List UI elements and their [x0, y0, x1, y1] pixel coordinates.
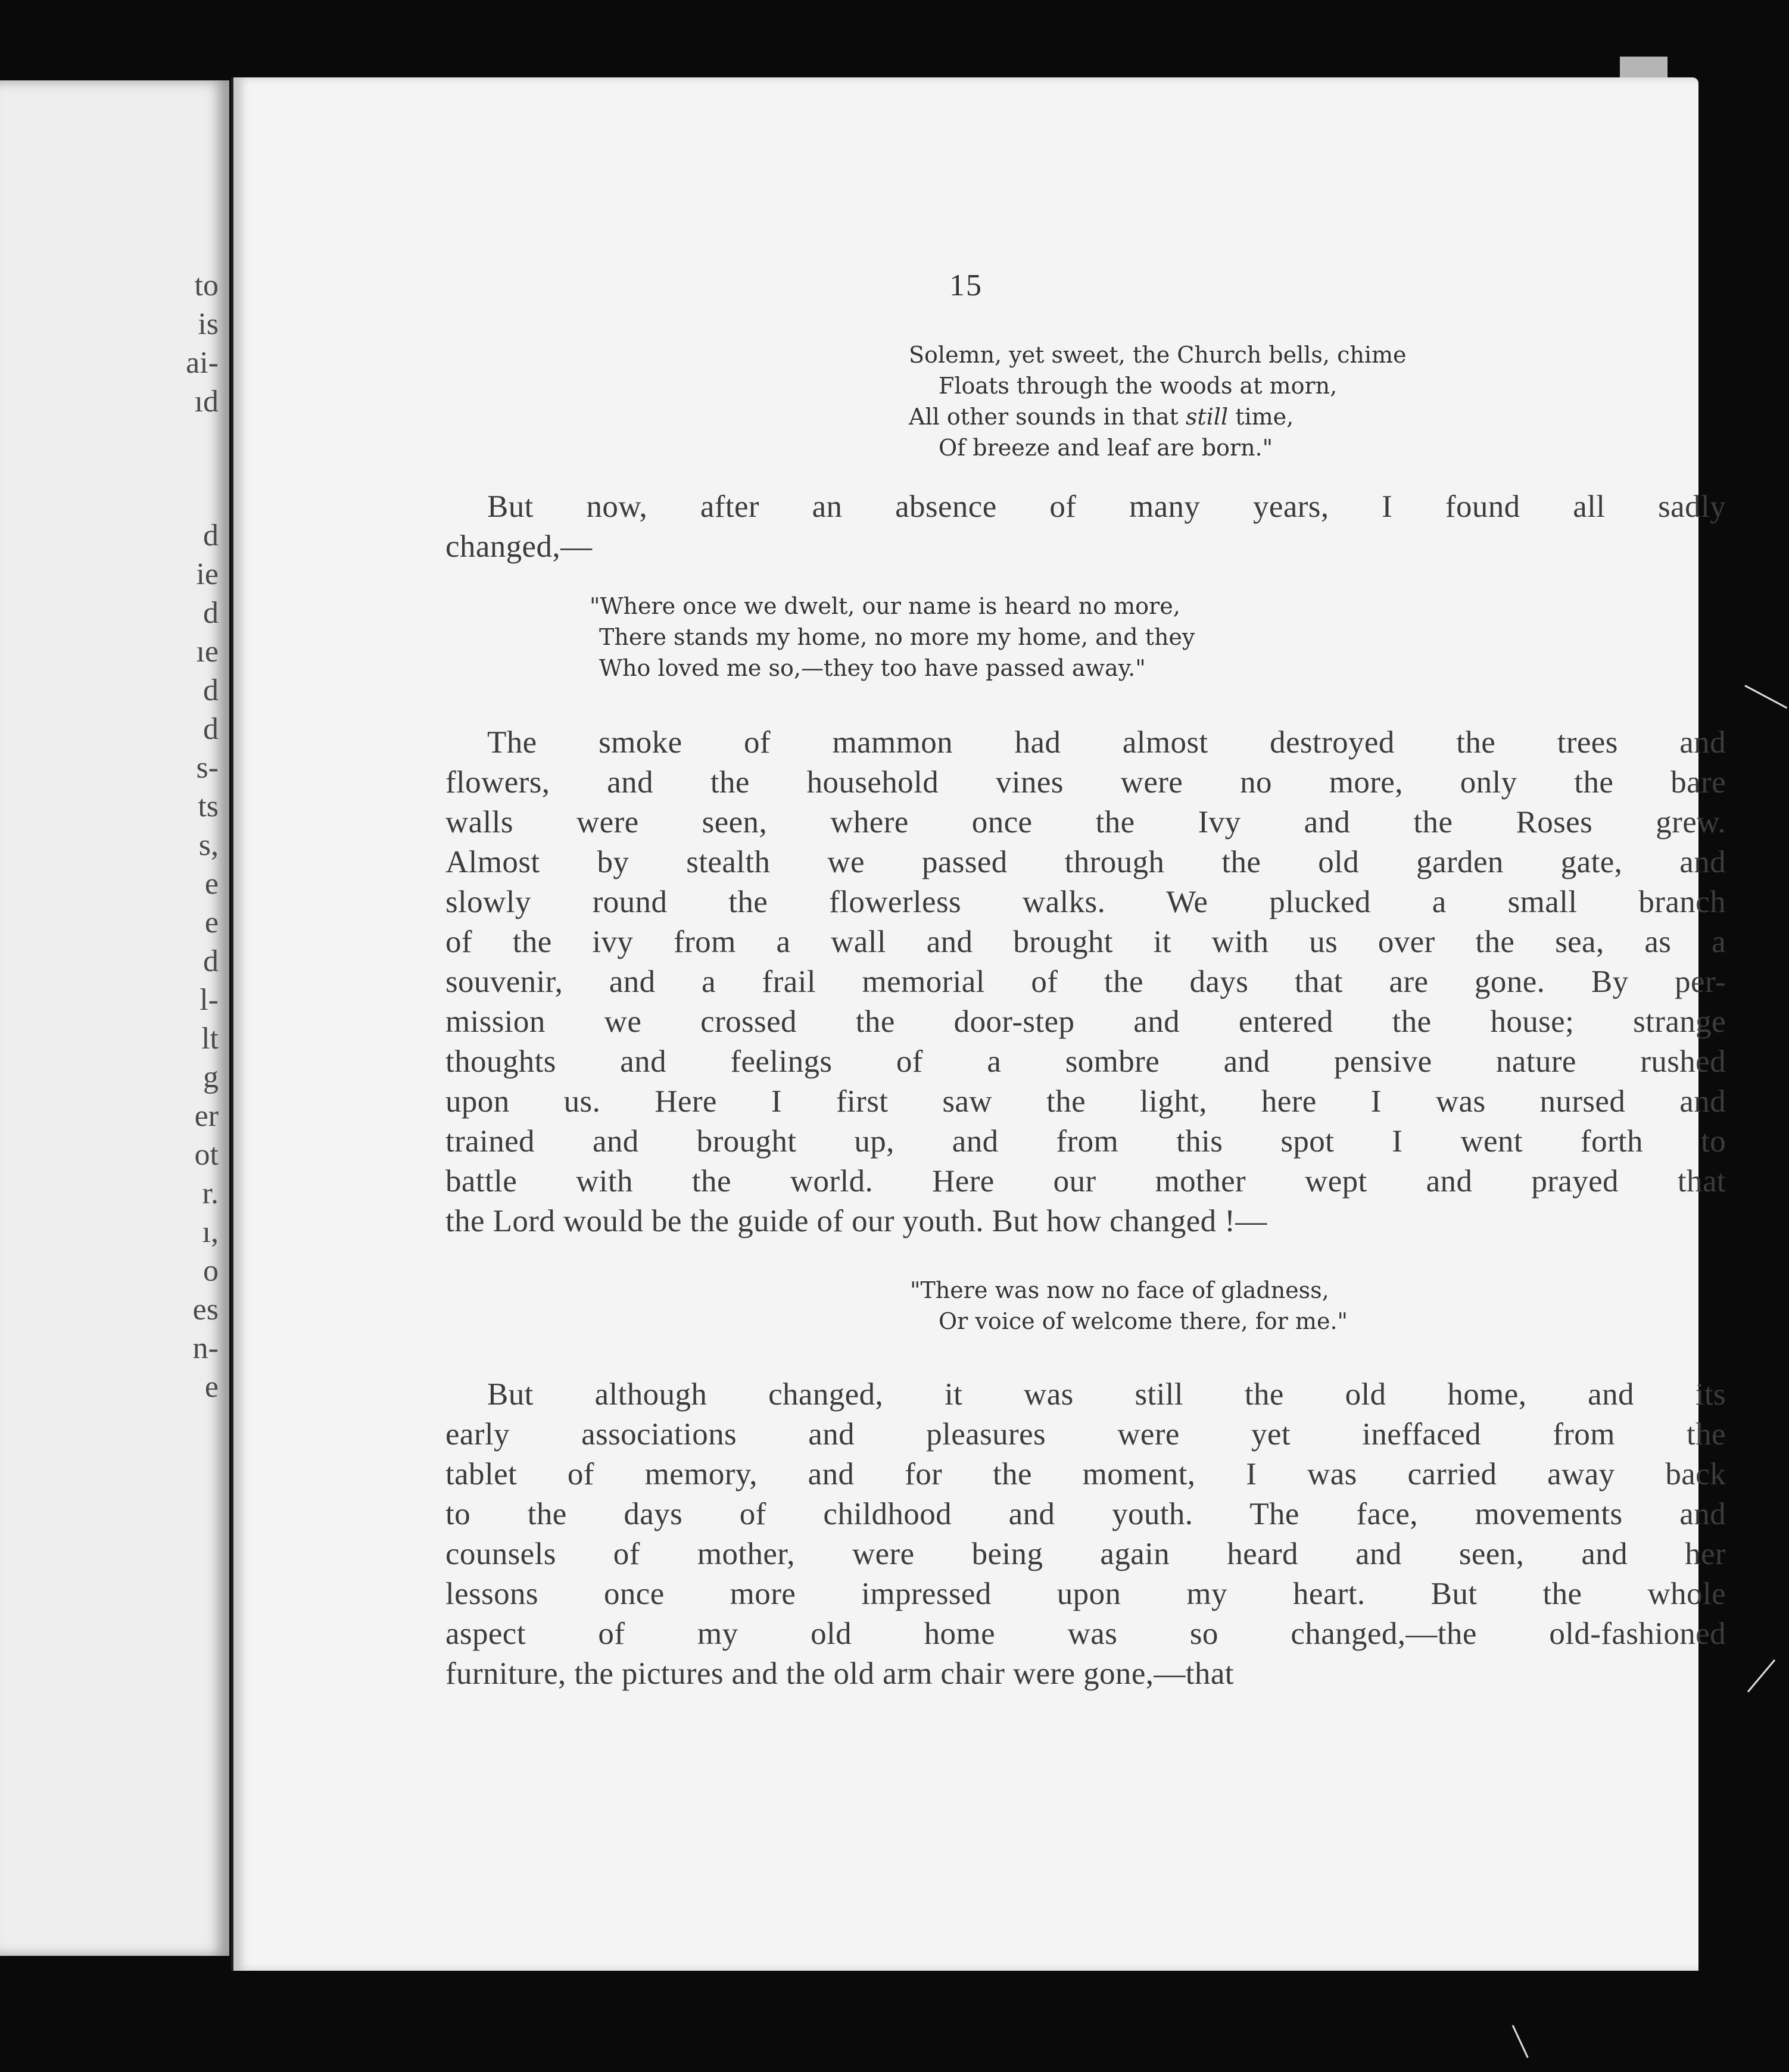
prose-line: to the days of childhood and youth. The face, movements and [445, 1497, 1726, 1531]
prose-line: early associations and pleasures were yet ineffaced from the [445, 1417, 1726, 1452]
left-page-fragment: ie [196, 557, 219, 591]
left-page-fragment: ts [198, 790, 219, 823]
verse-line: "Where once we dwelt, our name is heard no more, [590, 593, 1180, 619]
left-page-fragment: d [203, 596, 219, 630]
prose-line: But now, after an absence of many years, I found all sadly [487, 489, 1726, 524]
verse-line: Floats through the woods at morn, [939, 373, 1338, 399]
prose-line: souvenir, and a frail memorial of the days that are gone. By per- [445, 965, 1726, 999]
left-page-fragment: d [203, 519, 219, 553]
prose-line: trained and brought up, and from this spot I went forth to [445, 1124, 1726, 1159]
prose-line: flowers, and the household vines were no more, only the bare [445, 765, 1726, 800]
left-page-fragment: lt [201, 1022, 219, 1056]
left-page-fragment: o [203, 1254, 219, 1288]
left-page-fragment: d [203, 712, 219, 746]
prose-line: battle with the world. Here our mother wept and prayed that [445, 1164, 1726, 1199]
prose-line: The smoke of mammon had almost destroyed the trees and [487, 725, 1726, 760]
prose-line: upon us. Here I first saw the light, here I was nursed and [445, 1084, 1726, 1119]
verse-line: "There was now no face of gladness, [910, 1277, 1329, 1303]
left-page-fragment: ıe [196, 635, 219, 669]
verse-line: Of breeze and leaf are born." [939, 435, 1273, 461]
verse-line: Or voice of welcome there, for me." [939, 1308, 1348, 1334]
left-page-fragment: d [203, 944, 219, 978]
prose-line: changed,— [445, 529, 593, 564]
page-number: 15 [949, 269, 983, 302]
left-page-fragment: ot [194, 1138, 219, 1172]
verse-no-face-of-gladness [910, 1275, 1726, 1337]
page-gutter [231, 77, 233, 1971]
prose-line: thoughts and feelings of a sombre and pensive nature rushed [445, 1044, 1726, 1079]
prose-line: the Lord would be the guide of our youth. But how changed !— [445, 1204, 1267, 1238]
left-page-fragment: l- [200, 983, 219, 1017]
scan-speck [1744, 685, 1787, 709]
left-page-fragment: e [204, 906, 219, 940]
verse-where-once-we-dwelt [590, 591, 1726, 684]
left-page-fragment: es [192, 1293, 219, 1327]
prose-line: of the ivy from a wall and brought it with us over the sea, as a [445, 925, 1726, 959]
scan-speck [1512, 2025, 1529, 2058]
prose-line: lessons once more impressed upon my heart. But the whole [445, 1577, 1726, 1611]
prose-line: furniture, the pictures and the old arm chair were gone,—that [445, 1656, 1234, 1691]
left-page-fragment: to [194, 269, 219, 302]
prose-line: counsels of mother, were being again heard and seen, and her [445, 1537, 1726, 1571]
verse-line: Solemn, yet sweet, the Church bells, chime [909, 342, 1407, 368]
prose-line: aspect of my old home was so changed,—the old-fashioned [445, 1617, 1726, 1651]
verse-line: Who loved me so,—they too have passed away." [599, 655, 1146, 681]
left-page-fragment: d [203, 673, 219, 707]
left-page-fragment: ai- [186, 346, 219, 380]
left-page-fragment: s, [198, 828, 219, 862]
verse-line: All other sounds in that still time, [909, 404, 1294, 430]
prose-line: tablet of memory, and for the moment, I was carried away back [445, 1457, 1726, 1491]
left-page-fragment: n- [192, 1331, 219, 1365]
paragraph-smoke-of-mammon [445, 723, 1726, 1241]
left-page [0, 80, 229, 1956]
scan-speck [1747, 1659, 1775, 1693]
prose-line: slowly round the flowerless walks. We plucked a small branch [445, 885, 1726, 919]
verse-church-bells [909, 339, 1726, 463]
left-page-fragment: ıd [194, 385, 219, 419]
left-page-fragment: er [194, 1099, 219, 1133]
paragraph-after-absence [445, 487, 1726, 567]
left-page-fragment: s- [196, 751, 219, 785]
left-page-fragment: g [203, 1060, 219, 1094]
prose-line: Almost by stealth we passed through the old garden gate, and [445, 845, 1726, 879]
page-content [445, 339, 1726, 1694]
left-page-fragment: is [198, 307, 219, 341]
left-page-fragment: e [204, 867, 219, 901]
prose-line: mission we crossed the door-step and entered the house; strange [445, 1004, 1726, 1039]
left-page-fragment: ı, [202, 1215, 219, 1249]
verse-line: There stands my home, no more my home, and they [599, 624, 1195, 650]
right-page [233, 77, 1726, 1971]
prose-line: But although changed, it was still the old home, and its [487, 1377, 1726, 1412]
prose-line: walls were seen, where once the Ivy and the Roses grew. [445, 805, 1726, 840]
paragraph-still-the-old-home [445, 1375, 1726, 1694]
left-page-fragment: r. [202, 1177, 219, 1210]
left-page-fragment: e [204, 1370, 219, 1404]
